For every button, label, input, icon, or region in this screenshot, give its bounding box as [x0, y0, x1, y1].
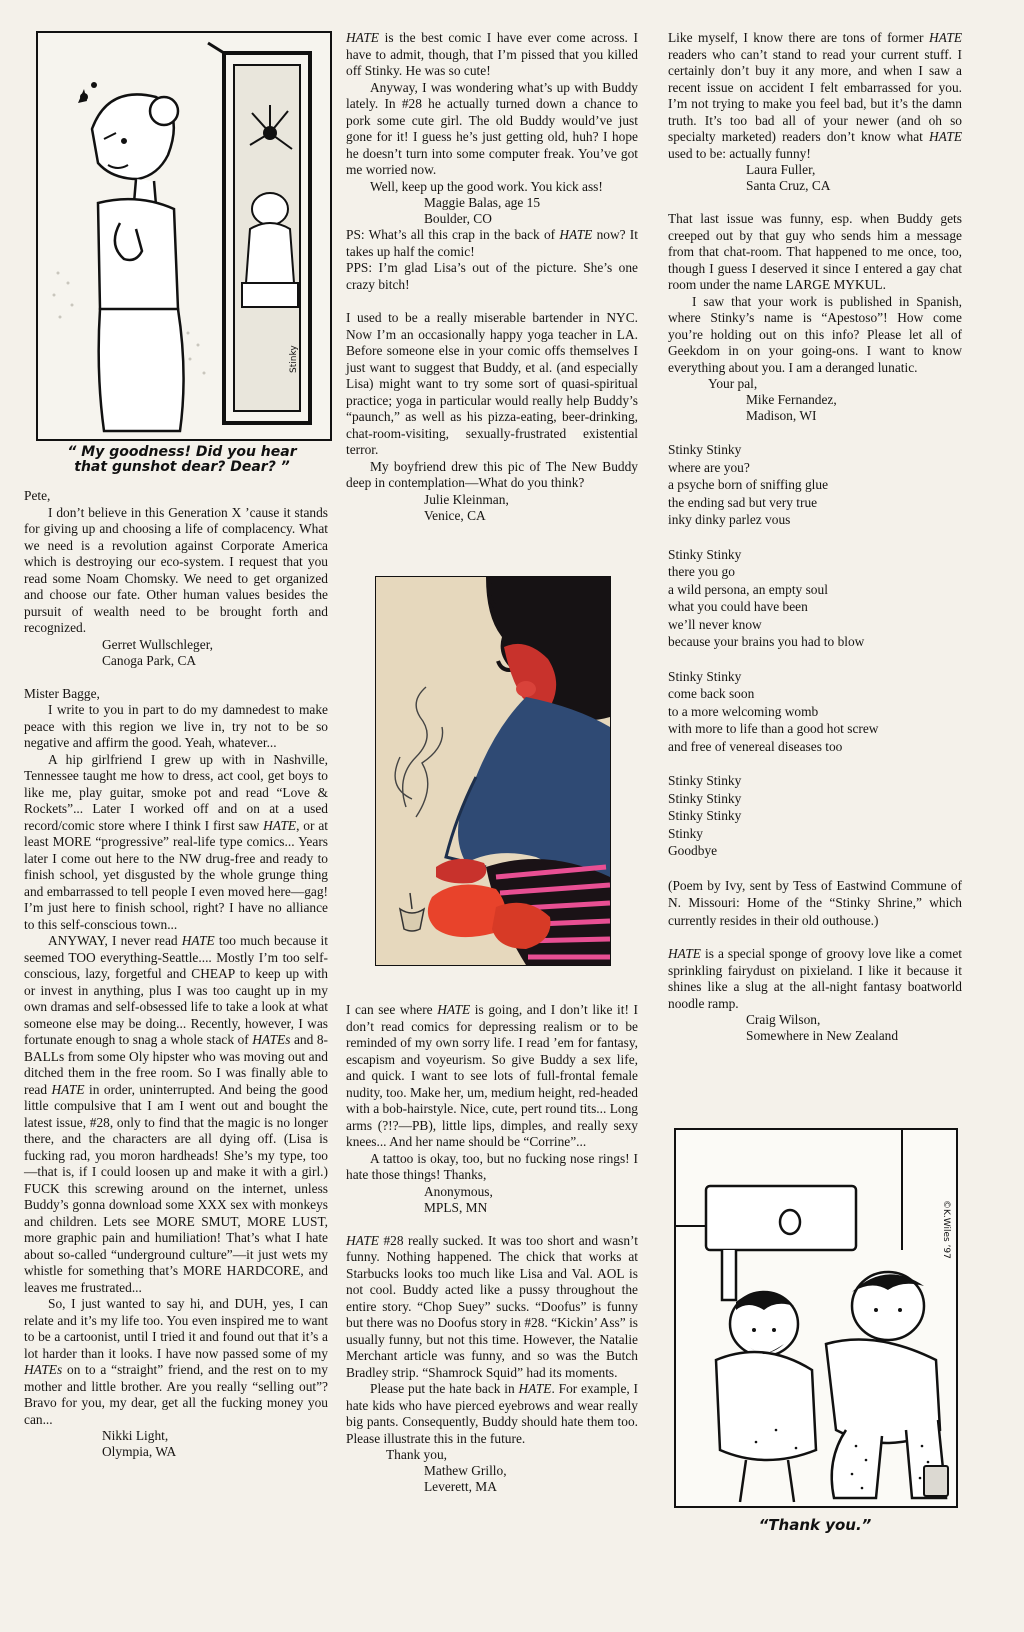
poem-line: a wild persona, an empty soul: [668, 581, 828, 597]
letter-signature: Maggie Balas, age 15: [424, 195, 541, 210]
poem-line: Stinky Stinky: [668, 668, 742, 684]
poem-line: Goodbye: [668, 843, 718, 858]
panel1-caption: “ My goodness! Did you hear that gunshot dear? Dear? ”: [67, 444, 297, 475]
poem-stanza: [668, 772, 962, 860]
letter-signature: Anonymous,: [424, 1183, 493, 1199]
poem-line: what you could have been: [668, 599, 808, 614]
letter-paragraph: ANYWAY, I never read HATE too much because it seemed TOO everything-Seattle.... Mostly I’m too self-conscious, lazy, forgetful and CHEAP to keep up with or invest in anything, plus I was too caught up in my own dramas and self-obsessed life to take a look at what someone else may be doing... Recently, however, I was fortunate enough to snag a whole stack of HATEs and 8-BALLs from some Oly hipster who was moving out and ditched them in the free room. So I was finally able to read HATE in order, uninterrupted. And being the good little compulsive that I am I went out and bought the latest issue, #28, only to find that the magic is no longer there, and the characters are all dying off. (Lisa is fucking rad, you moron hardheads! She’s my type, too—that is, if I could loosen up and make it with a girl.) FUCK this screwing around on the internet, unless Buddy’s gonna download some XXX sex with monkeys and children. Lets see MORE SMUT, MORE LUST, more graphic pain and humiliation! That’s what I hate about so-called “underground culture”—it just wets my whistle for something that’s MORE HARDCORE, and leaves me frustrated...: [24, 933, 328, 1295]
letter-light: [24, 686, 328, 1461]
letter-signature: Mathew Grillo,: [424, 1463, 507, 1478]
letter-location: Santa Cruz, CA: [746, 178, 831, 193]
column-2-lower: [346, 1002, 638, 1495]
buddy-illustration: [376, 577, 610, 965]
letter-postscript: PS: What’s all this crap in the back of HATE now? It takes up half the comic!: [346, 227, 638, 259]
poem-line: to a more welcoming womb: [668, 703, 819, 719]
letter-balas: [346, 30, 638, 293]
column-3: [668, 30, 962, 1044]
letter-grillo: [346, 1233, 638, 1496]
letter-kleinman: [346, 310, 638, 524]
letter-greeting: Mister Bagge,: [24, 685, 100, 701]
letter-location: Leverett, MA: [424, 1479, 497, 1494]
letter-paragraph: A tattoo is okay, too, but no fucking nose rings! I hate those things! Thanks,: [346, 1150, 638, 1182]
letter-paragraph: Well, keep up the good work. You kick ass!: [370, 178, 603, 194]
artist-signature: Stinky: [289, 345, 299, 373]
poem-stanza: [668, 546, 962, 651]
letter-postscript: PPS: I’m glad Lisa’s out of the picture. She’s one crazy bitch!: [346, 260, 638, 292]
poem-line: there you go: [668, 564, 735, 579]
poem-line: Stinky Stinky: [668, 773, 742, 788]
letter-location: Canoga Park, CA: [102, 652, 197, 668]
letter-paragraph: Like myself, I know there are tons of former HATE readers who can’t stand to read your current stuff. I certainly don’t buy it any more, and when I saw a recent issue on accident I felt embarrassed for you. I’m not trying to make you feel bad, but it’s the damn truth. It’s too bad all of your newer (and oh so specialty marketed) readers don’t know what HATE used to be: actually funny!: [668, 30, 962, 161]
bathroom-illustration: [676, 1130, 956, 1506]
letter-wilson: [668, 946, 962, 1044]
letter-signature: Craig Wilson,: [746, 1012, 821, 1027]
letter-location: MPLS, MN: [424, 1199, 488, 1215]
poem-line: we’ll never know: [668, 616, 762, 632]
letter-closing: Thank you,: [386, 1447, 447, 1462]
panel3-caption: “Thank you.”: [758, 1516, 872, 1534]
letter-wullschleger: [24, 488, 328, 669]
comic-panel-thank-you: [674, 1128, 958, 1508]
poem-line: Stinky: [668, 825, 703, 841]
letter-signature: Julie Kleinman,: [424, 491, 509, 507]
poem-stinky: [668, 441, 962, 929]
letter-closing: Your pal,: [708, 376, 758, 391]
poem-line: inky dinky parlez vous: [668, 512, 791, 527]
letter-paragraph: Anyway, I was wondering what’s up with Buddy lately. In #28 he actually turned down a chance to pork some cute girl. The old Buddy would’ve just gone for it! I guess he’s just getting old, huh? I hope he doesn’t turn into some computer freak. You’ve got me worried now.: [346, 79, 638, 177]
poem-line: where are you?: [668, 459, 750, 475]
letter-paragraph: I can see where HATE is going, and I don’t like it! I don’t read comics for depressing realism or to be reminded of my own sorry life. I read ’em for fantasy, escapism and voyeurism. So give Buddy a sex life, and quick. I want to see lots of full-frontal female nudity, too. Make her, um, medium height, red-headed with a bob-hairstyle. Nice, cute, pert round tits... Long arms (?!?—PB), little lips, dimples, and really sexy knees... And her name should be “Corrine”...: [346, 1002, 638, 1149]
poem-line: and free of venereal diseases too: [668, 738, 843, 754]
letter-paragraph: HATE is the best comic I have ever come across. I have to admit, though, that I’m pissed that you killed off Stinky. He was so cute!: [346, 30, 638, 78]
letter-paragraph: I used to be a really miserable bartender in NYC. Now I’m an occasionally happy yoga teacher in LA. Before someone else in your comic offs themselves I just want to suggest that Buddy, et al. (and especially Lisa) might want to try some sort of quasi-spiritual practice; yoga in particular would really help Buddy’s “paunch,” as well as his pizza-eating, beer-drinking, chat-room-visiting, sexually-frustrated existential terror.: [346, 310, 638, 457]
letter-paragraph: That last issue was funny, esp. when Buddy gets creeped out by that guy who sends him a message from that chat-room. That happened to me once, too, though I guess I deserved it since I entered a gay chat room under the name LARGE MYKUL.: [668, 211, 962, 292]
letter-paragraph: HATE is a special sponge of groovy love like a comet sprinkling fairydust on pixieland. I like it because it shines like a slug at the all-night fantasy boatworld noodle ramp.: [668, 946, 962, 1011]
poem-line: Stinky Stinky: [668, 790, 742, 806]
column-1: [24, 488, 328, 1460]
poem-stanza: [668, 441, 962, 529]
poem-line: Stinky Stinky: [668, 442, 742, 457]
letter-paragraph: HATE #28 really sucked. It was too short and wasn’t funny. Nothing happened. The chick that works at Starbucks looks too much like Lisa and Val. AOL is not cool. Buddy acted like a pussy throughout the entire story. “Chop Suey” sucks. “Doofus” is funny but there was no Doofus story in #28. “Kickin’ Ass” is usually funny, but not this time. However, the Natalie Merchant article was funny, and so was the Butch Bradley strip. “Shamrock Squid” had its moments.: [346, 1232, 638, 1380]
woman-illustration: [38, 33, 330, 439]
letter-fuller: [668, 30, 962, 194]
letter-location: Somewhere in New Zealand: [746, 1028, 899, 1043]
artist-signature: ©K.Wiles ’97: [941, 1200, 951, 1259]
poem-line: a psyche born of sniffing glue: [668, 477, 829, 492]
letter-fernandez: [668, 211, 962, 424]
poem-line: Stinky Stinky: [668, 808, 742, 823]
letter-greeting: Pete,: [24, 488, 51, 503]
poem-note: (Poem by Ivy, sent by Tess of Eastwind Commune of N. Missouri: Home of the “Stinky Shrine,” which currently resides in their old outhouse.): [668, 877, 962, 928]
letter-paragraph: A hip girlfriend I grew up with in Nashville, Tennessee taught me how to dress, act cool, get boys to like me, play guitar, smoke pot and read “Love & Rockets”... Later I worked off and on at a used record/comic store where I think I first saw HATE, or at least MORE “progressive” real-life type comics... Years later I come out here to the NW drug-free and ready to finish school, yet disgusted by the whole grunge thing and embarrassed to tell people I even moved here—gag! I’m just here to finish school, right? I have no alliance to this self-conscious town...: [24, 751, 328, 932]
letter-paragraph: I saw that your work is published in Spanish, where Stinky’s name is “Apestoso”! How come you’re holding out on this info? Please let all of Geekdom in on your going-ons. I want to know everything about you. I am a deranged lunatic.: [668, 293, 962, 375]
letter-location: Boulder, CO: [424, 211, 492, 226]
letter-location: Olympia, WA: [102, 1444, 177, 1459]
letter-paragraph: I write to you in part to do my damnedest to make peace with this region we live in, try not to be so negative and affirm the good. Yeah, whatever...: [24, 702, 328, 750]
letter-paragraph: So, I just wanted to say hi, and DUH, yes, I can relate and it’s my life too. You even inspired me to want to be a cartoonist, until I tried it and found out that it’s a lot harder than it looks. I have now passed some of my HATEs on to a “straight” friend, and the rest on to my mother and little brother. Are you really “selling out”? Bravo for you, my dear, get all the fucking money you can...: [24, 1296, 328, 1427]
letter-signature: Nikki Light,: [102, 1428, 169, 1443]
comic-panel-woman: [36, 31, 332, 441]
column-2: [346, 30, 638, 524]
letter-signature: Gerret Wullschleger,: [102, 636, 213, 652]
poem-line: the ending sad but very true: [668, 494, 818, 510]
letter-location: Madison, WI: [746, 408, 817, 423]
poem-line: with more to life than a good hot screw: [668, 721, 879, 736]
letter-paragraph: Please put the hate back in HATE. For example, I hate kids who have pierced eyebrows and wear really big pants. Consequently, Buddy should hate them too. Please illustrate this in the future.: [346, 1381, 639, 1446]
letter-location: Venice, CA: [424, 507, 486, 523]
poem-stanza: [668, 668, 962, 756]
letter-signature: Laura Fuller,: [746, 162, 816, 177]
letter-signature: Mike Fernandez,: [746, 392, 837, 407]
letter-paragraph: My boyfriend drew this pic of The New Buddy deep in contemplation—What do you think?: [346, 458, 638, 490]
poem-line: Stinky Stinky: [668, 546, 742, 562]
letter-body: I don’t believe in this Generation X ’cause it stands for giving up and choosing a life of complacency. What we need is a revolution against Corporate America which is destroying our eco-system. I request that you read some Noam Chomsky. We need to get organized and choose our fate. Other human values besides the pursuit of wealth need to be brought forth and recognized.: [24, 504, 328, 635]
letter-anonymous: [346, 1002, 638, 1216]
comic-panel-buddy-contemplation: [375, 576, 611, 966]
poem-line: come back soon: [668, 686, 755, 701]
poem-line: because your brains you had to blow: [668, 634, 865, 649]
